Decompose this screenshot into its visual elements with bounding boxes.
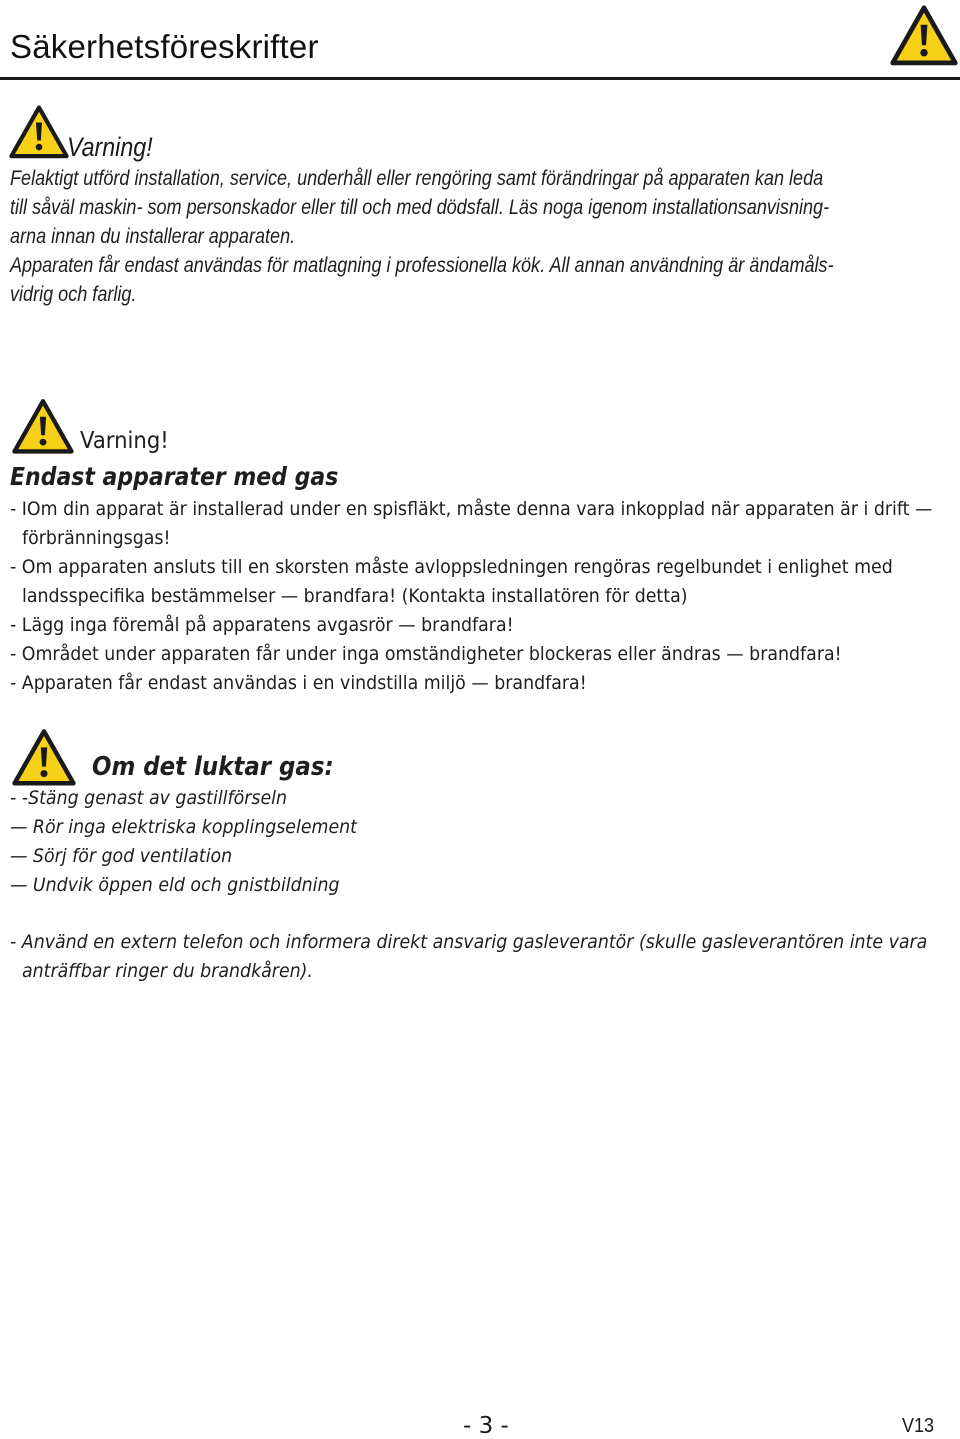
warning-text-line: vidrig och farlig. (10, 283, 137, 306)
page-title: Säkerhetsföreskrifter (10, 28, 319, 65)
warning-text-line: Apparaten får endast användas för matlagning i professionella kök. All annan användning är ändamåls- (10, 254, 834, 277)
gas-rule-line: - Området under apparaten får under inga omständigheter blockeras eller ändras — brandfara! (10, 643, 842, 665)
gas-smell-heading: Om det luktar gas: (92, 752, 334, 782)
warning-text-line: arna innan du installerar apparaten. (10, 225, 296, 248)
warning-triangle-icon (9, 104, 69, 159)
gas-rule-line: landsspecifika bestämmelser — brandfara! (Kontakta installatören för detta) (22, 585, 688, 607)
gas-smell-line: — Rör inga elektriska kopplingselement (10, 816, 357, 838)
version-label: V13 (902, 1415, 935, 1437)
title-divider (0, 77, 960, 80)
gas-smell-line: — Undvik öppen eld och gnistbildning (10, 874, 340, 896)
gas-rule-line: - Om apparaten ansluts till en skorsten måste avloppsledningen rengöras regelbundet i enlighet med (10, 556, 893, 578)
warning-triangle-icon (12, 398, 74, 454)
page-number: - 3 - (463, 1413, 509, 1439)
warning-text-line: Felaktigt utförd installation, service, underhåll eller rengöring samt förändringar på apparaten kan leda (10, 167, 824, 190)
warning-triangle-icon (890, 4, 958, 66)
gas-smell-line: anträffbar ringer du brandkåren). (22, 960, 313, 982)
warning-heading: Varning! (80, 428, 169, 454)
gas-rule-line: - IOm din apparat är installerad under en spisfläkt, måste denna vara inkopplad när apparaten är i drift — (10, 498, 933, 520)
gas-smell-line: — Sörj för god ventilation (10, 845, 233, 867)
gas-smell-line: - Använd en extern telefon och informera direkt ansvarig gasleverantör (skulle gasleverantören inte vara (10, 931, 928, 953)
gas-rule-line: förbränningsgas! (22, 527, 171, 549)
gas-smell-line: - -Stäng genast av gastillförseln (10, 787, 288, 809)
gas-section-heading: Endast apparater med gas (10, 462, 339, 491)
gas-rule-line: - Apparaten får endast användas i en vindstilla miljö — brandfara! (10, 672, 587, 694)
warning-text-line: till såväl maskin- som personskador eller till och med dödsfall. Läs noga igenom installationsanvisning- (10, 196, 830, 219)
warning-heading: Varning! (67, 132, 153, 162)
warning-triangle-icon (12, 728, 76, 786)
gas-rule-line: - Lägg inga föremål på apparatens avgasrör — brandfara! (10, 614, 514, 636)
